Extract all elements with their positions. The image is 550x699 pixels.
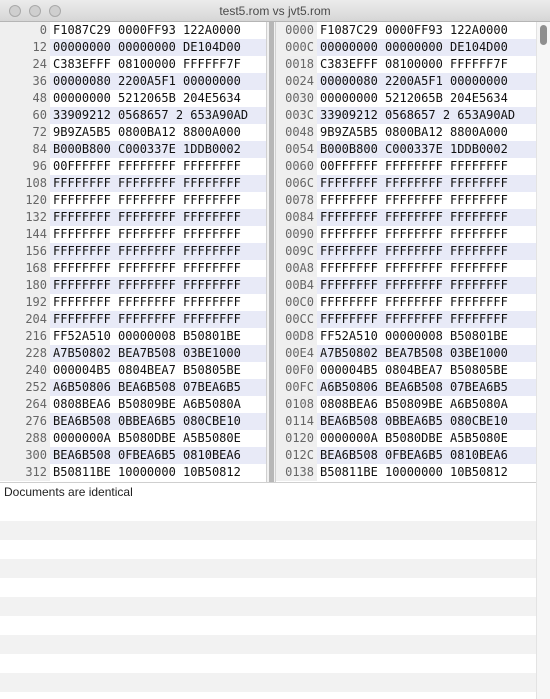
hex-bytes[interactable]: B50811BE 10000000 10B50812 (53, 465, 241, 479)
status-panel (0, 483, 536, 699)
hex-row (276, 277, 536, 294)
offset-label: 00D8 (276, 328, 317, 345)
hex-bytes[interactable]: BEA6B508 0FBEA6B5 0810BEA6 (317, 447, 536, 464)
offset-label: 0090 (276, 226, 317, 243)
hex-bytes[interactable]: FFFFFFFF FFFFFFFF FFFFFFFF (53, 295, 241, 309)
offset-label: 00E4 (276, 345, 317, 362)
hex-bytes[interactable]: FFFFFFFF FFFFFFFF FFFFFFFF (53, 227, 241, 241)
hex-bytes[interactable]: 9B9ZA5B5 0800BA12 8800A000 (53, 125, 241, 139)
offset-label: 204 (0, 311, 50, 328)
hex-bytes[interactable]: FFFFFFFF FFFFFFFF FFFFFFFF (317, 175, 536, 192)
offset-label: 240 (0, 362, 50, 379)
hex-bytes[interactable]: A6B50806 BEA6B508 07BEA6B5 (50, 379, 266, 396)
hex-row (0, 56, 266, 73)
hex-row (276, 192, 536, 209)
offset-label: 003C (276, 107, 317, 124)
hex-bytes[interactable]: 00000000 00000000 DE104D00 (317, 39, 536, 56)
hex-bytes[interactable]: 33909212 0568657 2 653A90AD (317, 107, 536, 124)
hex-row (0, 413, 266, 430)
hex-bytes[interactable]: 000004B5 0804BEA7 B50805BE (320, 363, 508, 377)
hex-bytes[interactable]: 00000000 5212065B 204E5634 (320, 91, 508, 105)
hex-row (276, 56, 536, 73)
offset-label: 72 (0, 124, 50, 141)
offset-label: 012C (276, 447, 317, 464)
hex-row (276, 226, 536, 243)
offset-label: 00F0 (276, 362, 317, 379)
hex-row (0, 158, 266, 175)
hex-bytes[interactable]: FFFFFFFF FFFFFFFF FFFFFFFF (50, 311, 266, 328)
hex-row (0, 396, 266, 413)
hex-row (0, 209, 266, 226)
hex-row (276, 311, 536, 328)
offset-label: 12 (0, 39, 50, 56)
hex-row (276, 396, 536, 413)
offset-label: 0084 (276, 209, 317, 226)
hex-bytes[interactable]: BEA6B508 0FBEA6B5 0810BEA6 (50, 447, 266, 464)
offset-label: 00CC (276, 311, 317, 328)
hex-bytes[interactable]: 0000000A B5080DBE A5B5080E (320, 431, 508, 445)
offset-label: 0048 (276, 124, 317, 141)
hex-row (0, 243, 266, 260)
offset-label: 48 (0, 90, 50, 107)
offset-label: 006C (276, 175, 317, 192)
offset-label: 84 (0, 141, 50, 158)
hex-row (276, 243, 536, 260)
status-message: Documents are identical (4, 485, 133, 499)
hex-row (276, 124, 536, 141)
hex-bytes[interactable]: FF52A510 00000008 B50801BE (320, 329, 508, 343)
hex-bytes[interactable]: FF52A510 00000008 B50801BE (53, 329, 241, 343)
offset-label: 0120 (276, 430, 317, 447)
hex-bytes[interactable]: 00000080 2200A5F1 00000000 (50, 73, 266, 90)
hex-bytes[interactable]: C383EFFF 08100000 FFFFFF7F (320, 57, 508, 71)
offset-label: 000C (276, 39, 317, 56)
hex-row (276, 73, 536, 90)
hex-bytes[interactable]: FFFFFFFF FFFFFFFF FFFFFFFF (317, 311, 536, 328)
offset-label: 132 (0, 209, 50, 226)
hex-bytes[interactable]: 0808BEA6 B50809BE A6B5080A (320, 397, 508, 411)
status-stripe (0, 673, 536, 692)
hex-row (276, 158, 536, 175)
offset-label: 252 (0, 379, 50, 396)
hex-row (276, 345, 536, 362)
offset-label: 0108 (276, 396, 317, 413)
hex-row (0, 192, 266, 209)
hex-bytes[interactable]: FFFFFFFF FFFFFFFF FFFFFFFF (50, 175, 266, 192)
hex-bytes[interactable]: FFFFFFFF FFFFFFFF FFFFFFFF (317, 243, 536, 260)
hex-bytes[interactable]: B000B800 C000337E 1DDB0002 (50, 141, 266, 158)
hex-bytes[interactable]: 00FFFFFF FFFFFFFF FFFFFFFF (53, 159, 241, 173)
offset-label: 0114 (276, 413, 317, 430)
hex-row (0, 447, 266, 464)
hex-row (0, 175, 266, 192)
vertical-scrollbar[interactable] (536, 22, 550, 699)
offset-label: 0030 (276, 90, 317, 107)
left-hex-pane[interactable] (0, 22, 266, 482)
hex-bytes[interactable]: FFFFFFFF FFFFFFFF FFFFFFFF (320, 227, 508, 241)
hex-bytes[interactable]: FFFFFFFF FFFFFFFF FFFFFFFF (50, 209, 266, 226)
hex-bytes[interactable]: FFFFFFFF FFFFFFFF FFFFFFFF (320, 295, 508, 309)
hex-bytes[interactable]: 0000000A B5080DBE A5B5080E (53, 431, 241, 445)
offset-label: 0138 (276, 464, 317, 481)
offset-label: 0018 (276, 56, 317, 73)
hex-bytes[interactable]: FFFFFFFF FFFFFFFF FFFFFFFF (320, 193, 508, 207)
hex-row (276, 430, 536, 447)
hex-bytes[interactable]: 9B9ZA5B5 0800BA12 8800A000 (320, 125, 508, 139)
offset-label: 0 (0, 22, 50, 39)
hex-bytes[interactable]: FFFFFFFF FFFFFFFF FFFFFFFF (320, 261, 508, 275)
status-stripe (0, 635, 536, 654)
hex-row (276, 107, 536, 124)
hex-row (0, 73, 266, 90)
offset-label: 009C (276, 243, 317, 260)
hex-bytes[interactable]: 000004B5 0804BEA7 B50805BE (53, 363, 241, 377)
status-stripe (0, 559, 536, 578)
offset-label: 156 (0, 243, 50, 260)
hex-bytes[interactable]: F1087C29 0000FF93 122A0000 (53, 23, 241, 37)
hex-bytes[interactable]: 0808BEA6 B50809BE A6B5080A (53, 397, 241, 411)
hex-row (276, 362, 536, 379)
offset-label: 96 (0, 158, 50, 175)
hex-row (276, 209, 536, 226)
hex-row (276, 175, 536, 192)
offset-label: 00FC (276, 379, 317, 396)
hex-row (0, 294, 266, 311)
hex-row (276, 294, 536, 311)
hex-bytes[interactable]: FFFFFFFF FFFFFFFF FFFFFFFF (317, 209, 536, 226)
offset-label: 288 (0, 430, 50, 447)
hex-row (0, 345, 266, 362)
hex-row (0, 39, 266, 56)
hex-bytes[interactable]: C383EFFF 08100000 FFFFFF7F (53, 57, 241, 71)
hex-row (0, 430, 266, 447)
hex-row (276, 379, 536, 396)
hex-bytes[interactable]: FFFFFFFF FFFFFFFF FFFFFFFF (53, 193, 241, 207)
hex-bytes[interactable]: 33909212 0568657 2 653A90AD (50, 107, 266, 124)
offset-label: 0000 (276, 22, 317, 39)
hex-row (0, 226, 266, 243)
hex-row (0, 464, 266, 481)
offset-label: 300 (0, 447, 50, 464)
scrollbar-thumb[interactable] (540, 25, 547, 45)
offset-label: 276 (0, 413, 50, 430)
offset-label: 180 (0, 277, 50, 294)
splitter-handle[interactable] (269, 22, 274, 482)
offset-label: 0060 (276, 158, 317, 175)
hex-bytes[interactable]: FFFFFFFF FFFFFFFF FFFFFFFF (317, 277, 536, 294)
offset-label: 192 (0, 294, 50, 311)
hex-row (276, 22, 536, 39)
hex-row (0, 124, 266, 141)
hex-bytes[interactable]: A7B50802 BEA7B508 03BE1000 (317, 345, 536, 362)
hex-bytes[interactable]: F1087C29 0000FF93 122A0000 (320, 23, 508, 37)
offset-label: 36 (0, 73, 50, 90)
hex-row (0, 107, 266, 124)
offset-label: 264 (0, 396, 50, 413)
hex-bytes[interactable]: FFFFFFFF FFFFFFFF FFFFFFFF (50, 243, 266, 260)
offset-label: 144 (0, 226, 50, 243)
hex-row (276, 141, 536, 158)
hex-row (0, 260, 266, 277)
hex-row (276, 260, 536, 277)
hex-bytes[interactable]: 00000080 2200A5F1 00000000 (317, 73, 536, 90)
offset-label: 120 (0, 192, 50, 209)
status-stripe (0, 597, 536, 616)
hex-row (276, 328, 536, 345)
right-hex-pane[interactable] (276, 22, 536, 482)
title-bar (0, 0, 550, 22)
hex-bytes[interactable]: FFFFFFFF FFFFFFFF FFFFFFFF (50, 277, 266, 294)
hex-row (0, 141, 266, 158)
status-stripe (0, 521, 536, 540)
hex-row (0, 277, 266, 294)
offset-label: 0054 (276, 141, 317, 158)
offset-label: 168 (0, 260, 50, 277)
offset-label: 0078 (276, 192, 317, 209)
hex-bytes[interactable]: 00000000 5212065B 204E5634 (53, 91, 241, 105)
pane-splitter[interactable] (266, 22, 276, 482)
hex-row (0, 22, 266, 39)
hex-bytes[interactable]: BEA6B508 0BBEA6B5 080CBE10 (50, 413, 266, 430)
hex-row (0, 362, 266, 379)
offset-label: 00A8 (276, 260, 317, 277)
offset-label: 0024 (276, 73, 317, 90)
hex-bytes[interactable]: B000B800 C000337E 1DDB0002 (317, 141, 536, 158)
hex-row (0, 328, 266, 345)
hex-bytes[interactable]: 00FFFFFF FFFFFFFF FFFFFFFF (320, 159, 508, 173)
hex-bytes[interactable]: A6B50806 BEA6B508 07BEA6B5 (317, 379, 536, 396)
hex-row (276, 447, 536, 464)
hex-bytes[interactable]: BEA6B508 0BBEA6B5 080CBE10 (317, 413, 536, 430)
hex-bytes[interactable]: 00000000 00000000 DE104D00 (50, 39, 266, 56)
offset-label: 00B4 (276, 277, 317, 294)
hex-row (0, 379, 266, 396)
hex-row (276, 39, 536, 56)
offset-label: 00C0 (276, 294, 317, 311)
hex-bytes[interactable]: FFFFFFFF FFFFFFFF FFFFFFFF (53, 261, 241, 275)
offset-label: 60 (0, 107, 50, 124)
offset-label: 228 (0, 345, 50, 362)
hex-row (276, 90, 536, 107)
offset-label: 216 (0, 328, 50, 345)
hex-row (0, 311, 266, 328)
hex-row (276, 464, 536, 481)
window-title: test5.rom vs jvt5.rom (219, 4, 331, 18)
offset-label: 108 (0, 175, 50, 192)
offset-label: 24 (0, 56, 50, 73)
hex-bytes[interactable]: B50811BE 10000000 10B50812 (320, 465, 508, 479)
offset-label: 312 (0, 464, 50, 481)
hex-row (0, 90, 266, 107)
hex-row (276, 413, 536, 430)
hex-bytes[interactable]: A7B50802 BEA7B508 03BE1000 (50, 345, 266, 362)
